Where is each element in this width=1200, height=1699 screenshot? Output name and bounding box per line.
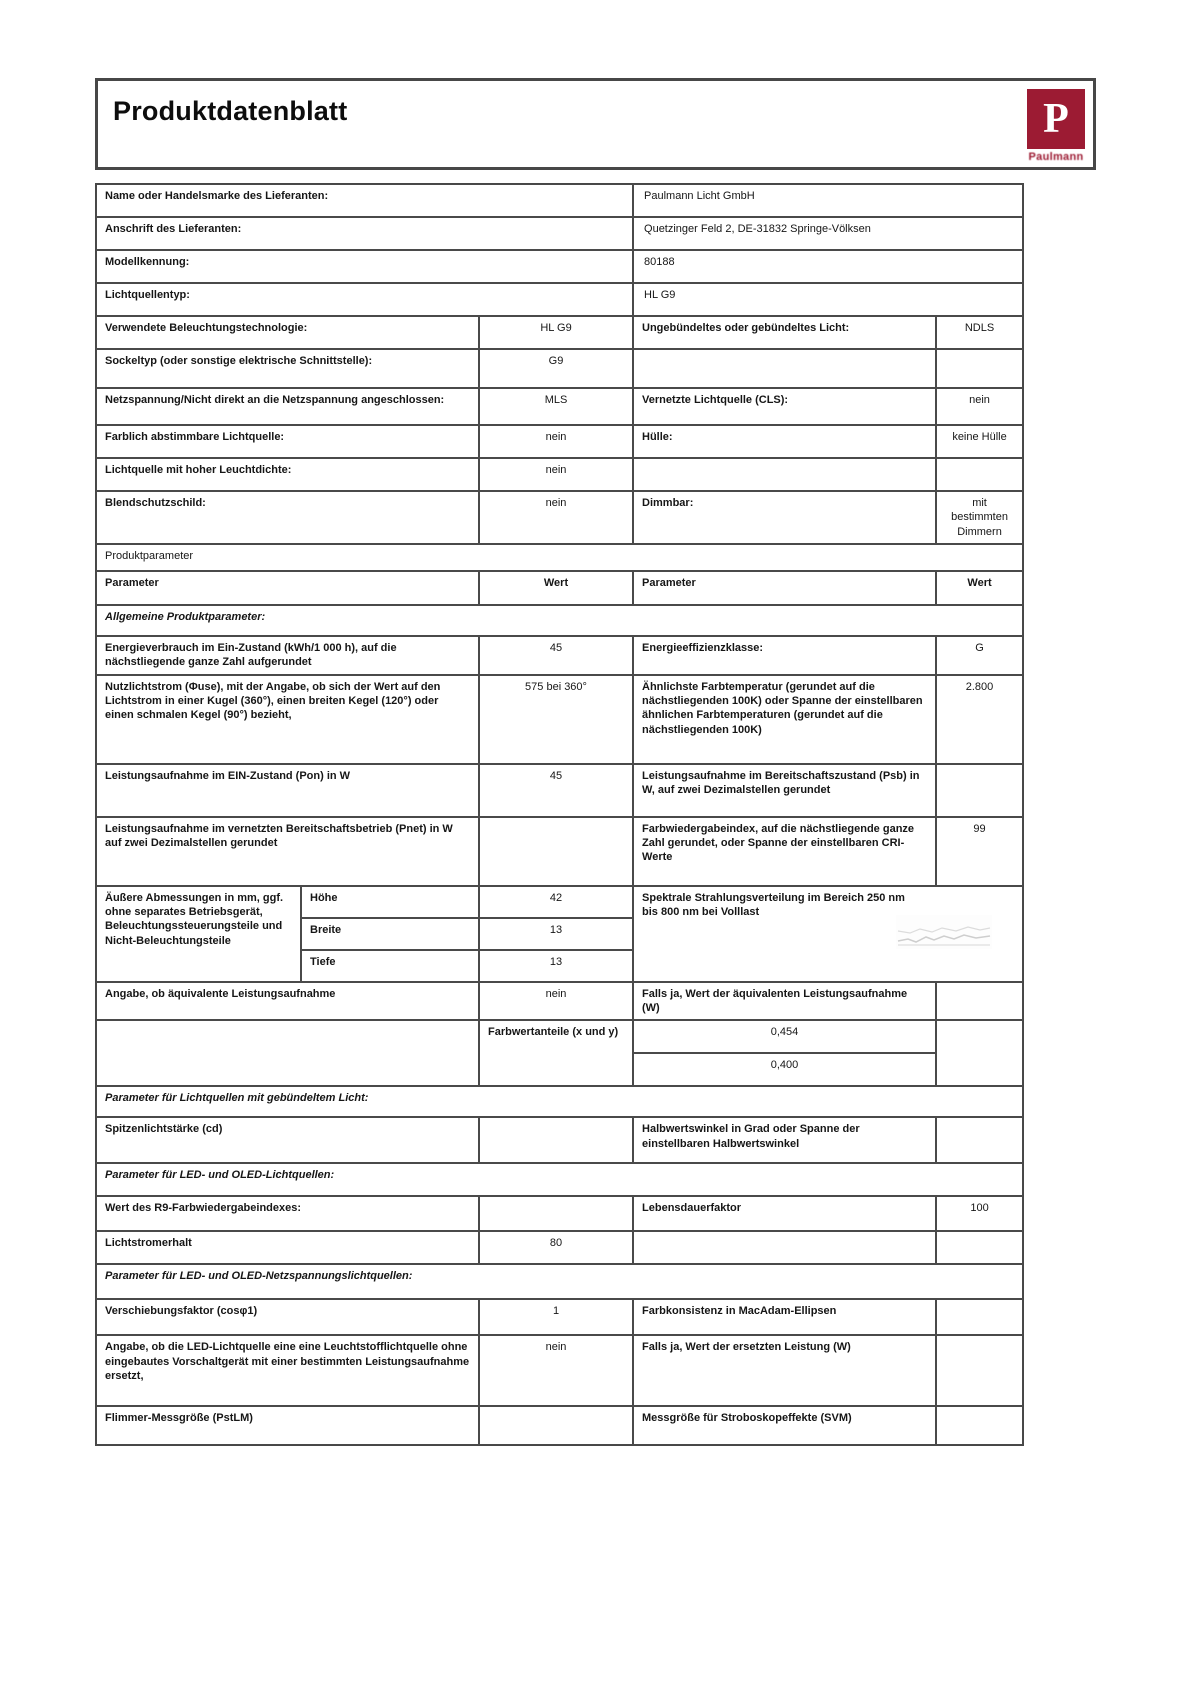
field-value [936, 764, 1023, 817]
field-label: Falls ja, Wert der ersetzten Leistung (W) [633, 1335, 936, 1406]
field-value: 99 [936, 817, 1023, 886]
field-label: Ungebündeltes oder gebündeltes Licht: [633, 316, 936, 349]
field-value: HL G9 [479, 316, 633, 349]
dimension-name: Breite [301, 918, 479, 950]
field-value: G9 [479, 349, 633, 388]
field-label: Halbwertswinkel in Grad oder Spanne der einstellbaren Halbwertswinkel [633, 1117, 936, 1163]
section-header-gebuendelt: Parameter für Lichtquellen mit gebündeltem Licht: [96, 1086, 1023, 1117]
field-label: Wert des R9-Farbwiedergabeindexes: [96, 1196, 479, 1231]
field-label: Spitzenlichtstärke (cd) [96, 1117, 479, 1163]
spectral-distribution-chart [896, 915, 992, 949]
field-value: nein [479, 425, 633, 458]
field-label: Leistungsaufnahme im Bereitschaftszustand (Psb) in W, auf zwei Dezimalstellen gerundet [633, 764, 936, 817]
page-title: Produktdatenblatt [113, 96, 348, 126]
field-label: Farbwiedergabeindex, auf die nächstliegende ganze Zahl gerundet, oder Spanne der einstellbaren CRI-Werte [633, 817, 936, 886]
field-value: nein [936, 388, 1023, 425]
dimension-name: Höhe [301, 886, 479, 918]
field-value: MLS [479, 388, 633, 425]
section-header-led-netz: Parameter für LED- und OLED-Netzspannungslichtquellen: [96, 1264, 1023, 1299]
field-value: 80188 [633, 250, 1023, 283]
field-value [936, 1406, 1023, 1445]
field-value: nein [479, 982, 633, 1021]
section-header-produktparameter: Produktparameter [96, 544, 1023, 571]
field-value [936, 1335, 1023, 1406]
dimension-value: 13 [479, 950, 633, 982]
chromaticity-x: 0,454 [633, 1020, 936, 1053]
field-value [936, 1231, 1023, 1264]
column-header: Parameter [633, 571, 936, 605]
field-label [633, 1231, 936, 1264]
column-header: Parameter [96, 571, 479, 605]
dimension-value: 42 [479, 886, 633, 918]
field-value [479, 1117, 633, 1163]
field-value: HL G9 [633, 283, 1023, 316]
field-value: 80 [479, 1231, 633, 1264]
paulmann-logo [1027, 89, 1085, 163]
field-value: 45 [479, 636, 633, 675]
field-label: Modellkennung: [96, 250, 633, 283]
logo-brand-text: Paulmann [1028, 151, 1084, 163]
field-label: Blendschutzschild: [96, 491, 479, 544]
field-value: 575 bei 360° [479, 675, 633, 764]
logo-letter: P [1043, 96, 1069, 142]
field-value [936, 349, 1023, 388]
field-value [479, 1406, 633, 1445]
field-value [936, 1117, 1023, 1163]
dimension-name: Tiefe [301, 950, 479, 982]
field-value: keine Hülle [936, 425, 1023, 458]
datasheet-header [95, 78, 1096, 170]
column-header: Wert [936, 571, 1023, 605]
field-label: Farblich abstimmbare Lichtquelle: [96, 425, 479, 458]
field-label: Nutzlichtstrom (Φuse), mit der Angabe, ob sich der Wert auf den Lichtstrom in einer Kugel (360°), einen breiten Kegel (120°) oder einen schmalen Kegel (90°) bezieht, [96, 675, 479, 764]
field-value: 1 [479, 1299, 633, 1335]
field-value: mit bestimmten Dimmern [936, 491, 1023, 544]
field-label: Lichtstromerhalt [96, 1231, 479, 1264]
field-value: nein [479, 1335, 633, 1406]
field-value [479, 1196, 633, 1231]
field-label: Hülle: [633, 425, 936, 458]
field-label: Flimmer-Messgröße (PstLM) [96, 1406, 479, 1445]
field-label: Vernetzte Lichtquelle (CLS): [633, 388, 936, 425]
field-label: Falls ja, Wert der äquivalenten Leistungsaufnahme (W) [633, 982, 936, 1021]
column-header: Wert [479, 571, 633, 605]
field-label: Netzspannung/Nicht direkt an die Netzspannung angeschlossen: [96, 388, 479, 425]
field-label [633, 458, 936, 491]
dimensions-label: Äußere Abmessungen in mm, ggf. ohne separates Betriebsgerät, Beleuchtungssteuerungsteile und Nicht-Beleuchtungsteile [96, 886, 301, 982]
field-label: Anschrift des Lieferanten: [96, 217, 633, 250]
field-label: Energieverbrauch im Ein-Zustand (kWh/1 000 h), auf die nächstliegende ganze Zahl aufgerundet [96, 636, 479, 675]
datasheet-table [95, 183, 1024, 1446]
field-label: Ähnlichste Farbtemperatur (gerundet auf die nächstliegenden 100K) oder Spanne der einstellbaren ähnlichen Farbtemperaturen (gerundet auf die nächstliegenden 100K) [633, 675, 936, 764]
field-label: Lichtquellentyp: [96, 283, 633, 316]
spectral-cell [633, 886, 1023, 982]
field-value [936, 982, 1023, 1021]
field-label: Leistungsaufnahme im vernetzten Bereitschaftsbetrieb (Pnet) in W auf zwei Dezimalstellen gerundet [96, 817, 479, 886]
field-value [479, 817, 633, 886]
field-label: Verschiebungsfaktor (cosφ1) [96, 1299, 479, 1335]
field-value: NDLS [936, 316, 1023, 349]
field-value: Paulmann Licht GmbH [633, 184, 1023, 217]
field-label: Angabe, ob äquivalente Leistungsaufnahme [96, 982, 479, 1021]
section-header-allgemein: Allgemeine Produktparameter: [96, 605, 1023, 636]
chromaticity-label: Farbwertanteile (x und y) [479, 1020, 633, 1086]
field-label: Sockeltyp (oder sonstige elektrische Schnittstelle): [96, 349, 479, 388]
spectral-label: Spektrale Strahlungsverteilung im Bereich 250 nm bis 800 nm bei Volllast [642, 891, 905, 919]
logo-p-icon [1027, 89, 1085, 149]
field-label: Angabe, ob die LED-Lichtquelle eine eine Leuchtstofflichtquelle ohne eingebautes Vorschaltgerät mit einer bestimmten Leistungsaufnahme ersetzt, [96, 1335, 479, 1406]
field-label: Messgröße für Stroboskopeffekte (SVM) [633, 1406, 936, 1445]
field-label: Lichtquelle mit hoher Leuchtdichte: [96, 458, 479, 491]
field-value: Quetzinger Feld 2, DE-31832 Springe-Völksen [633, 217, 1023, 250]
field-label: Farbkonsistenz in MacAdam-Ellipsen [633, 1299, 936, 1335]
field-value: 45 [479, 764, 633, 817]
field-label: Lebensdauerfaktor [633, 1196, 936, 1231]
chromaticity-y: 0,400 [633, 1053, 936, 1086]
field-value: 2.800 [936, 675, 1023, 764]
field-value [936, 1299, 1023, 1335]
field-label: Verwendete Beleuchtungstechnologie: [96, 316, 479, 349]
field-label: Leistungsaufnahme im EIN-Zustand (Pon) in W [96, 764, 479, 817]
field-label: Name oder Handelsmarke des Lieferanten: [96, 184, 633, 217]
field-value: 100 [936, 1196, 1023, 1231]
field-value [936, 458, 1023, 491]
empty-cell [96, 1020, 479, 1086]
field-label [633, 349, 936, 388]
field-label: Dimmbar: [633, 491, 936, 544]
section-header-led: Parameter für LED- und OLED-Lichtquellen: [96, 1163, 1023, 1196]
dimension-value: 13 [479, 918, 633, 950]
field-label: Energieeffizienzklasse: [633, 636, 936, 675]
datasheet [95, 78, 1096, 1446]
field-value: nein [479, 491, 633, 544]
empty-cell [936, 1020, 1023, 1086]
field-value: G [936, 636, 1023, 675]
field-value: nein [479, 458, 633, 491]
